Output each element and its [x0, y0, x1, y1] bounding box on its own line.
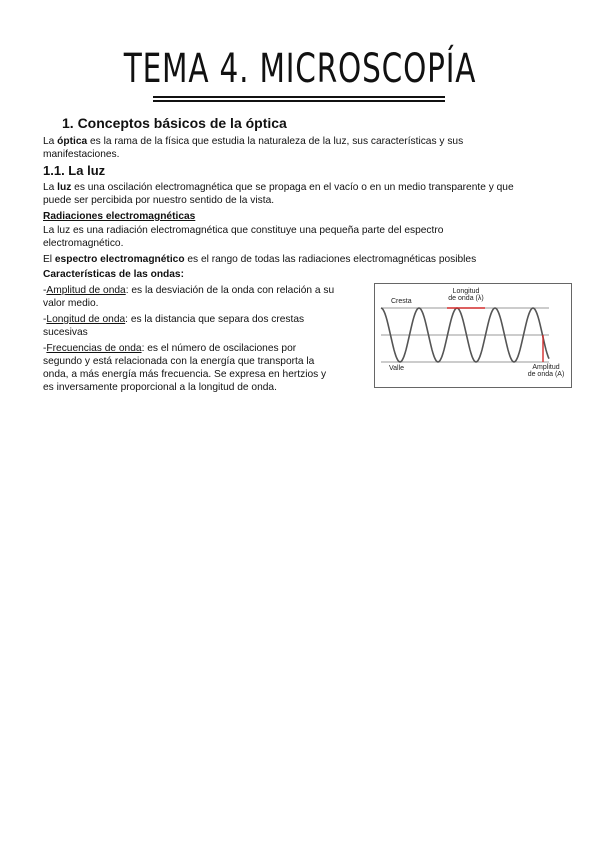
- label-amplitud: Amplitud de onda (A): [527, 364, 565, 378]
- paragraph-espectro: El espectro electromagnético es el rango de todas las radiaciones electromagnéticas posibles: [43, 254, 477, 265]
- section-heading-conceptos: 1. Conceptos básicos de la óptica: [62, 115, 287, 131]
- label-longitud: Longitud de onda (λ): [448, 288, 484, 302]
- paragraph-luz-line1: La luz es una oscilación electromagnética que se propaga en el vacío o en un medio transparente y que: [43, 182, 514, 193]
- paragraph-radiacion-line1: La luz es una radiación electromagnética que constituye una pequeña parte del espectro: [43, 225, 444, 236]
- label-valle: Valle: [389, 365, 405, 372]
- item-frecuencia-line2: segundo y está relacionada con la energía que transporta la: [43, 356, 315, 367]
- paragraph-optica-line1: La óptica es la rama de la física que estudia la naturaleza de la luz, sus características y sus: [43, 136, 464, 147]
- title-underline: [153, 96, 445, 98]
- item-longitud-line2: sucesivas: [43, 327, 88, 338]
- paragraph-radiacion-line2: electromagnético.: [43, 238, 124, 249]
- page-title: TEMA 4. MICROSCOPÍA: [123, 46, 477, 92]
- paragraph-luz-line2: puede ser percibida por nuestro sentido de la vista.: [43, 195, 275, 206]
- title-underline-second: [153, 100, 445, 102]
- item-frecuencia-line1: -Frecuencias de onda: es el número de oscilaciones por: [43, 343, 297, 354]
- item-frecuencia-line4: es inversamente proporcional a la longitud de onda.: [43, 382, 277, 393]
- heading-caracteristicas-ondas: Características de las ondas:: [43, 269, 184, 280]
- paragraph-optica-line2: manifestaciones.: [43, 149, 120, 160]
- subsection-heading-luz: 1.1. La luz: [43, 163, 106, 178]
- item-frecuencia-line3: onda, a más energía más frecuencia. Se expresa en hertzios y: [43, 369, 327, 380]
- item-amplitud-line2: valor medio.: [43, 298, 99, 309]
- item-amplitud-line1: -Amplitud de onda: es la desviación de la onda con relación a su: [43, 285, 335, 296]
- item-longitud-line1: -Longitud de onda: es la distancia que separa dos crestas: [43, 314, 305, 325]
- wave-diagram: [374, 283, 572, 388]
- label-cresta: Cresta: [391, 298, 412, 305]
- heading-radiaciones: Radiaciones electromagnéticas: [43, 211, 196, 222]
